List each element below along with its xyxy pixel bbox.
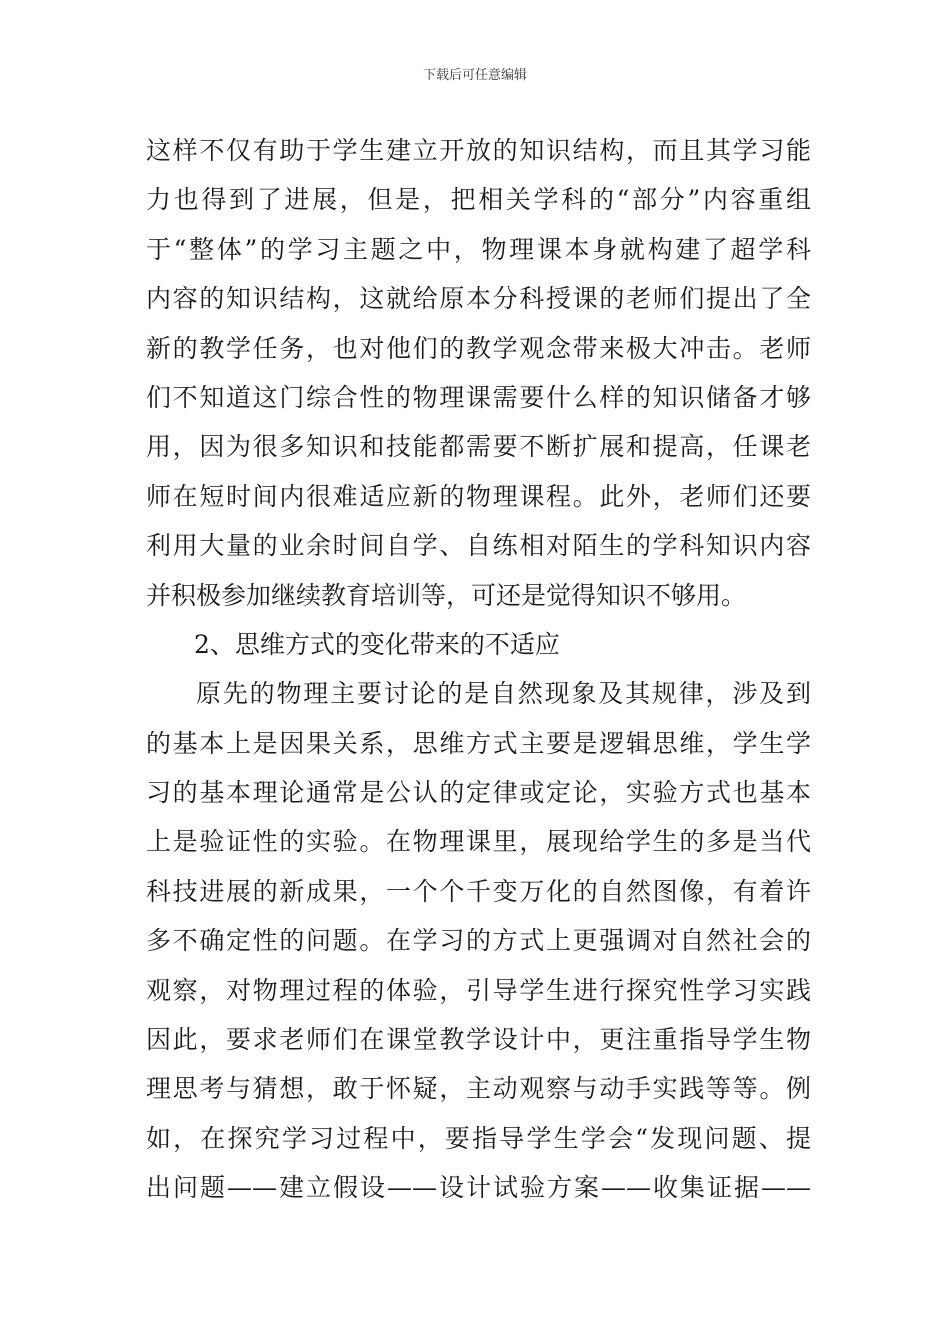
text-line: 新的教学任务，也对他们的教学观念带来极大冲击。老师 <box>146 333 811 363</box>
text-line: 观察，对物理过程的体验，引导学生进行探究性学习实践 <box>146 975 811 1005</box>
text-line: 习的基本理论通常是公认的定律或定论，实验方式也基本 <box>146 778 811 808</box>
text-line: 原先的物理主要讨论的是自然现象及其规律，涉及到 <box>196 679 811 709</box>
text-line: 内容的知识结构，这就给原本分科授课的老师们提出了全 <box>146 284 811 314</box>
text-line: 的基本上是因果关系，思维方式主要是逻辑思维，学生学 <box>146 728 811 758</box>
text-line: 理思考与猜想，敢于怀疑，主动观察与动手实践等等。例 <box>146 1074 811 1104</box>
text-line: 用，因为很多知识和技能都需要不断扩展和提高，任课老 <box>146 432 811 462</box>
text-line: 因此，要求老师们在课堂教学设计中，更注重指导学生物 <box>146 1025 811 1055</box>
text-line: 出问题——建立假设——设计试验方案——收集证据—— <box>146 1173 811 1203</box>
text-line: 这样不仅有助于学生建立开放的知识结构，而且其学习能 <box>146 136 811 165</box>
text-line: 师在短时间内很难适应新的物理课程。此外，老师们还要 <box>146 481 811 511</box>
text-line: 利用大量的业余时间自学、自练相对陌生的学科知识内容 <box>146 531 811 561</box>
page-header: 下载后可任意编辑 <box>422 68 527 83</box>
body-text <box>146 126 811 1213</box>
text-line: 多不确定性的问题。在学习的方式上更强调对自然社会的 <box>146 926 811 956</box>
text-line: 如，在探究学习过程中，要指导学生学会“发现问题、提 <box>146 1123 811 1153</box>
text-line: 并积极参加继续教育培训等，可还是觉得知识不够用。 <box>146 580 747 610</box>
text-line: 科技进展的新成果，一个个千变万化的自然图像，有着许 <box>146 876 811 906</box>
text-line: 力也得到了进展，但是，把相关学科的“部分”内容重组 <box>146 185 811 215</box>
text-line: 于“整体”的学习主题之中，物理课本身就构建了超学科 <box>146 234 811 264</box>
text-line: 们不知道这门综合性的物理课需要什么样的知识储备才够 <box>146 382 811 412</box>
text-line: 上是验证性的实验。在物理课里，展现给学生的多是当代 <box>146 827 811 857</box>
text-line: 2、思维方式的变化带来的不适应 <box>194 629 560 659</box>
